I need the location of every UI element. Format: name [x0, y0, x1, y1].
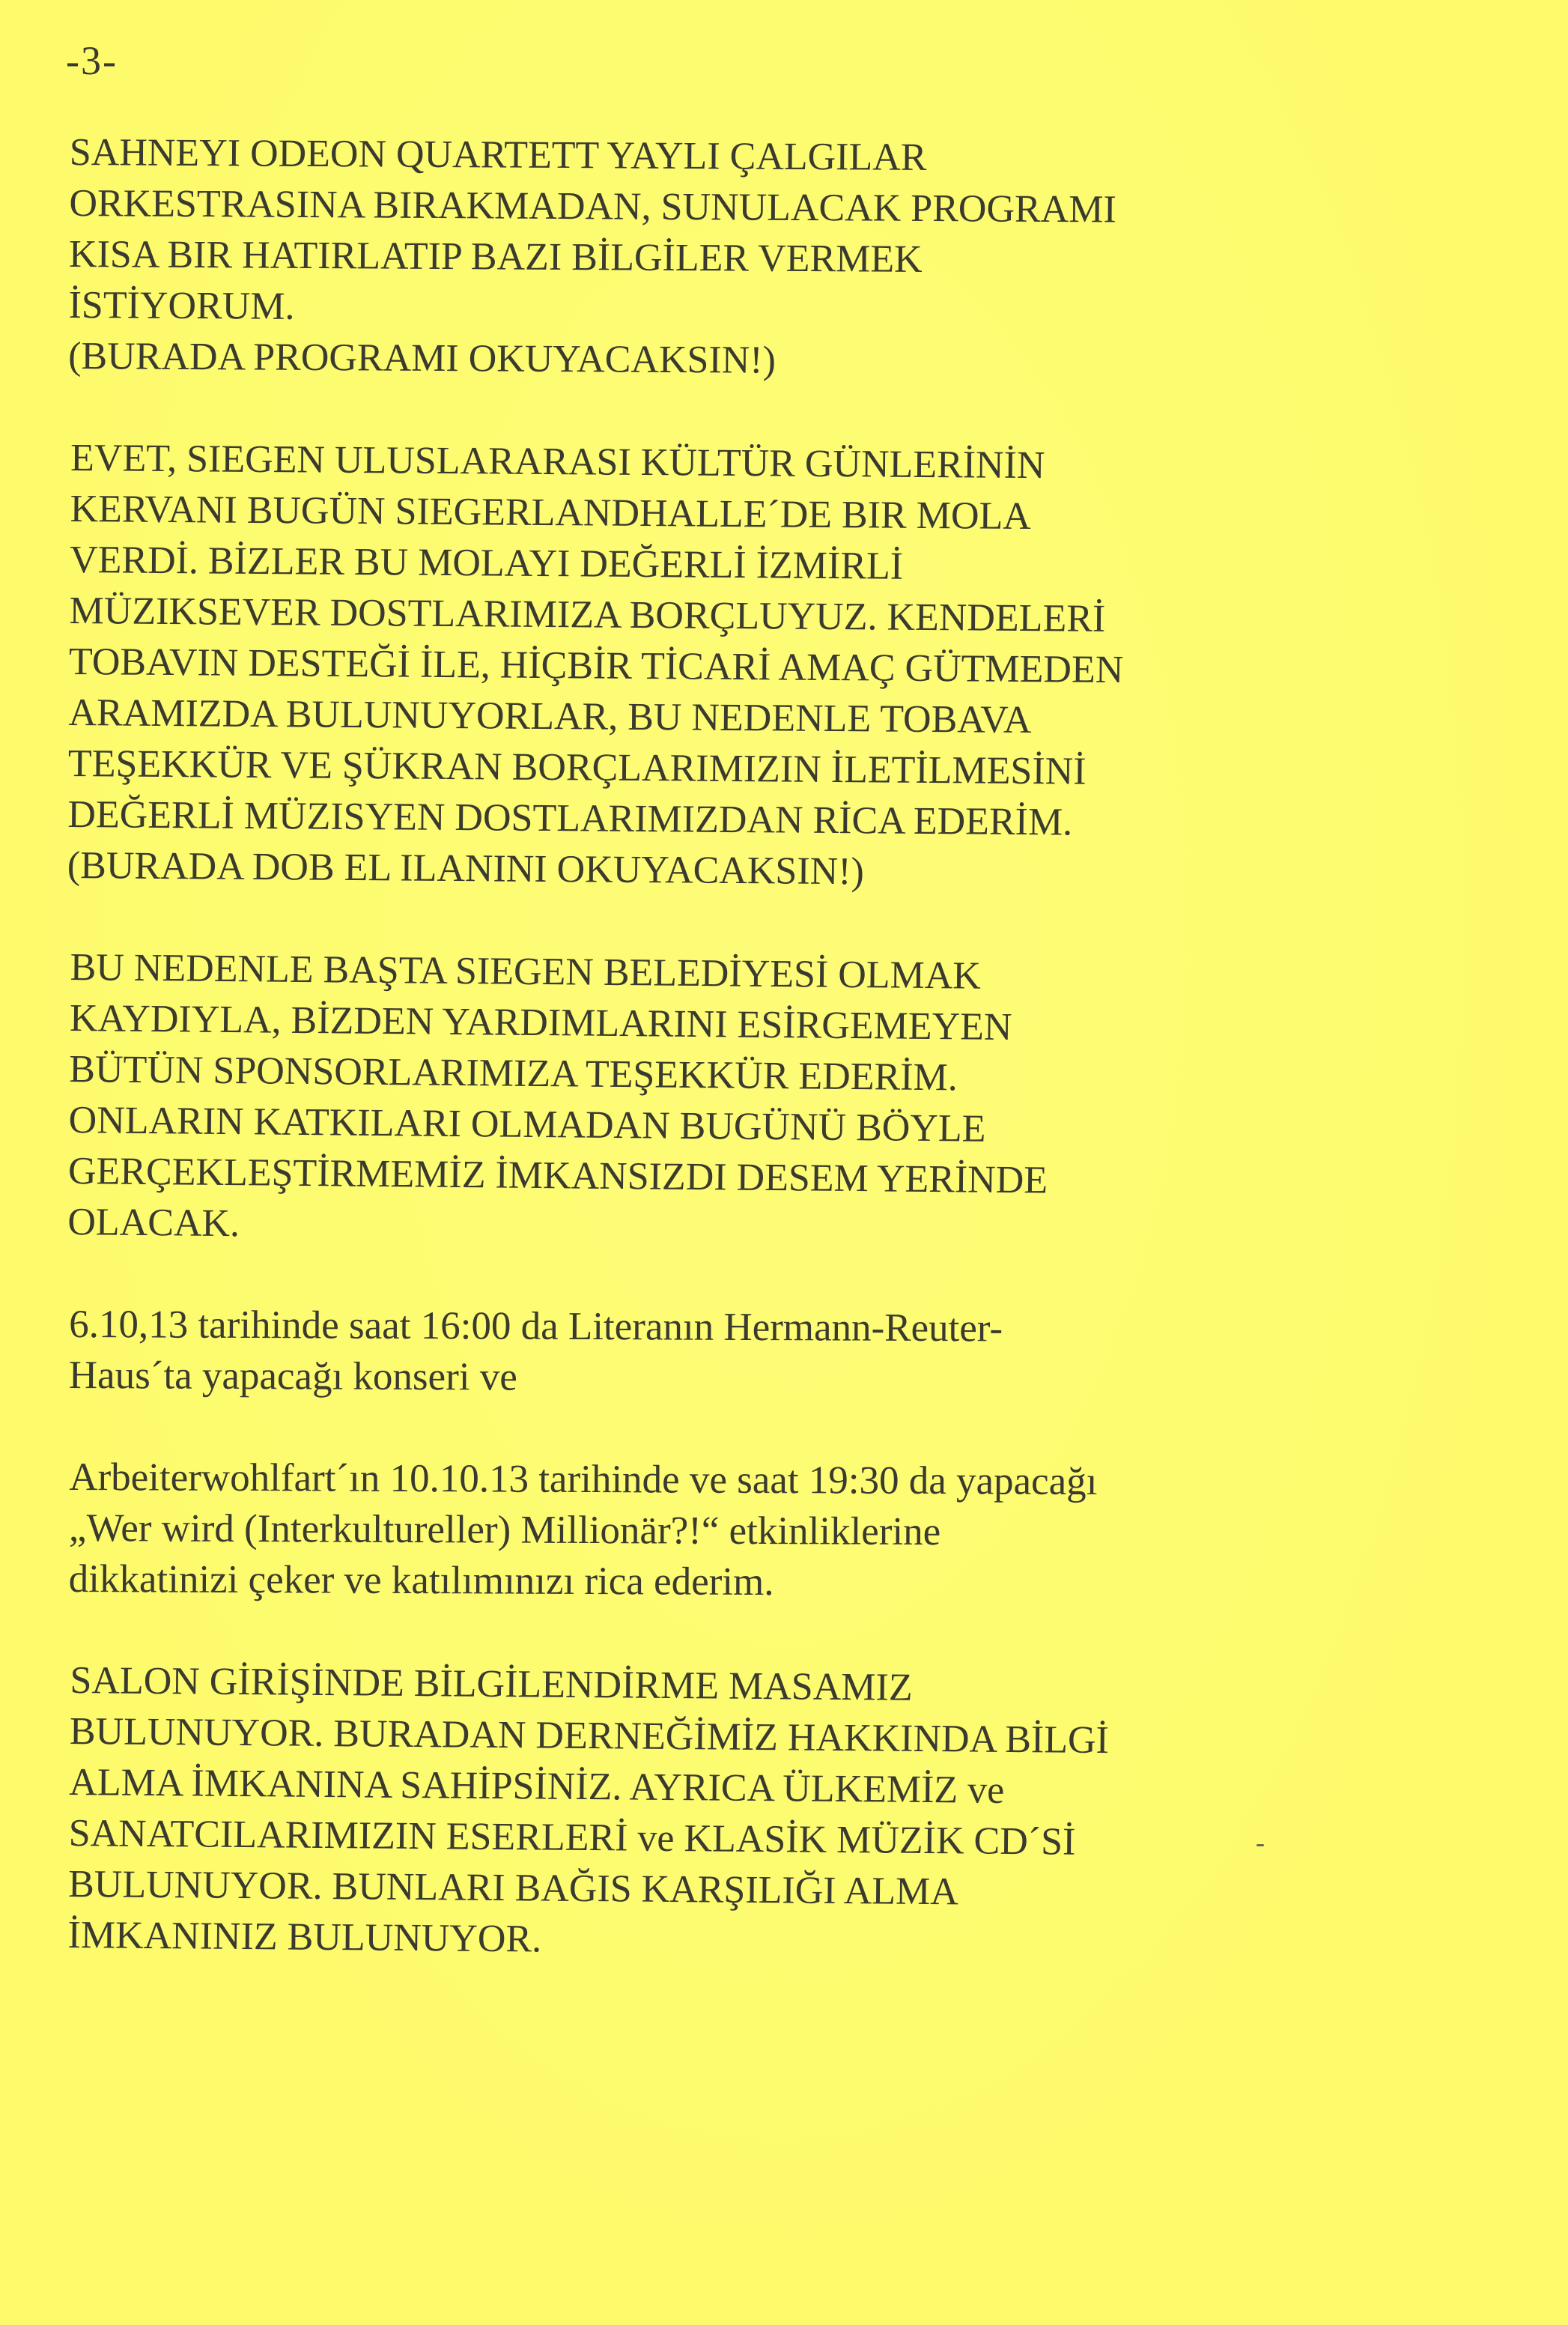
text-line: „Wer wird (Interkultureller) Millionär?!“ etkinliklerine	[68, 1506, 941, 1554]
text-line: BULUNUYOR. BURADAN DERNEĞİMİZ HAKKINDA BİLGİ	[69, 1710, 1110, 1762]
text-line: Arbeiterwohlfart´ın 10.10.13 tarihinde ve saat 19:30 da yapacağı	[69, 1455, 1098, 1503]
text-line: Haus´ta yapacağı konseri ve	[68, 1354, 517, 1399]
text-line: dikkatinizi çeker ve katılımınızı rica ederim.	[68, 1556, 774, 1604]
text-line: BULUNUYOR. BUNLARI BAĞIS KARŞILIĞI ALMA	[67, 1862, 959, 1914]
paragraph-sponsors	[67, 942, 1493, 1261]
text-line: OLACAK.	[67, 1200, 240, 1246]
text-line: (BURADA PROGRAMI OKUYACAKSIN!)	[67, 334, 777, 382]
text-line: (BURADA DOB EL ILANINI OKUYACAKSIN!)	[67, 843, 865, 894]
text-line: MÜZIKSEVER DOSTLARIMIZA BORÇLUYUZ. KENDELERİ	[69, 589, 1106, 640]
text-line: BÜTÜN SPONSORLARIMIZA TEŞEKKÜR EDERİM.	[69, 1048, 958, 1100]
page-number: -3-	[66, 38, 118, 83]
scan-speck	[1256, 1844, 1264, 1846]
text-line: ORKESTRASINA BIRAKMADAN, SUNULACAK PROGRAMI	[69, 182, 1116, 231]
text-line: İMKANINIZ BULUNUYOR.	[67, 1913, 542, 1961]
text-line: ARAMIZDA BULUNUYORLAR, BU NEDENLE TOBAVA	[68, 691, 1032, 742]
text-line: GERÇEKLEŞTİRMEMİZ İMKANSIZDI DESEM YERİNDE	[67, 1149, 1048, 1202]
text-line: SANATCILARIMIZIN ESERLERİ ve KLASİK MÜZİK CD´Sİ	[68, 1811, 1076, 1864]
text-line: SALON GİRİŞİNDE BİLGİLENDİRME MASAMIZ	[70, 1659, 913, 1709]
text-line: 6.10,13 tarihinde saat 16:00 da Literanın Hermann-Reuter-	[69, 1303, 1003, 1351]
paragraph-program-intro	[68, 127, 1492, 391]
text-line: TOBAVIN DESTEĞİ İLE, HİÇBİR TİCARİ AMAÇ GÜTMEDEN	[68, 640, 1124, 692]
text-line: ONLARIN KATKILARI OLMADAN BUGÜNÜ BÖYLE	[68, 1098, 986, 1151]
paragraph-concert-date	[69, 1299, 1492, 1407]
text-line: SAHNEYI ODEON QUARTETT YAYLI ÇALGILAR	[69, 131, 927, 179]
document-body	[69, 127, 1492, 2012]
text-line: DEĞERLİ MÜZISYEN DOSTLARIMIZDAN RİCA EDERİM.	[67, 792, 1073, 844]
text-line: BU NEDENLE BAŞTA SIEGEN BELEDİYESİ OLMAK	[70, 946, 982, 998]
text-line: ALMA İMKANINA SAHİPSİNİZ. AYRICA ÜLKEMİZ ve	[69, 1761, 1005, 1812]
paragraph-info-desk	[67, 1655, 1492, 1974]
paragraph-event-notice	[69, 1452, 1492, 1610]
paragraph-culture-days	[67, 433, 1494, 903]
text-line: KISA BIR HATIRLATIP BAZI BİLGİLER VERMEK	[68, 233, 923, 281]
text-line: VERDİ. BİZLER BU MOLAYI DEĞERLİ İZMİRLİ	[69, 539, 904, 588]
text-line: TEŞEKKÜR VE ŞÜKRAN BORÇLARIMIZIN İLETİLMESİNİ	[67, 742, 1087, 793]
text-line: İSTİYORUM.	[68, 283, 295, 328]
text-line: KERVANI BUGÜN SIEGERLANDHALLE´DE BIR MOLA	[70, 488, 1032, 539]
text-line: EVET, SIEGEN ULUSLARARASI KÜLTÜR GÜNLERİNİN	[70, 437, 1045, 488]
text-line: KAYDIYLA, BİZDEN YARDIMLARINI ESİRGEMEYEN	[69, 997, 1012, 1049]
